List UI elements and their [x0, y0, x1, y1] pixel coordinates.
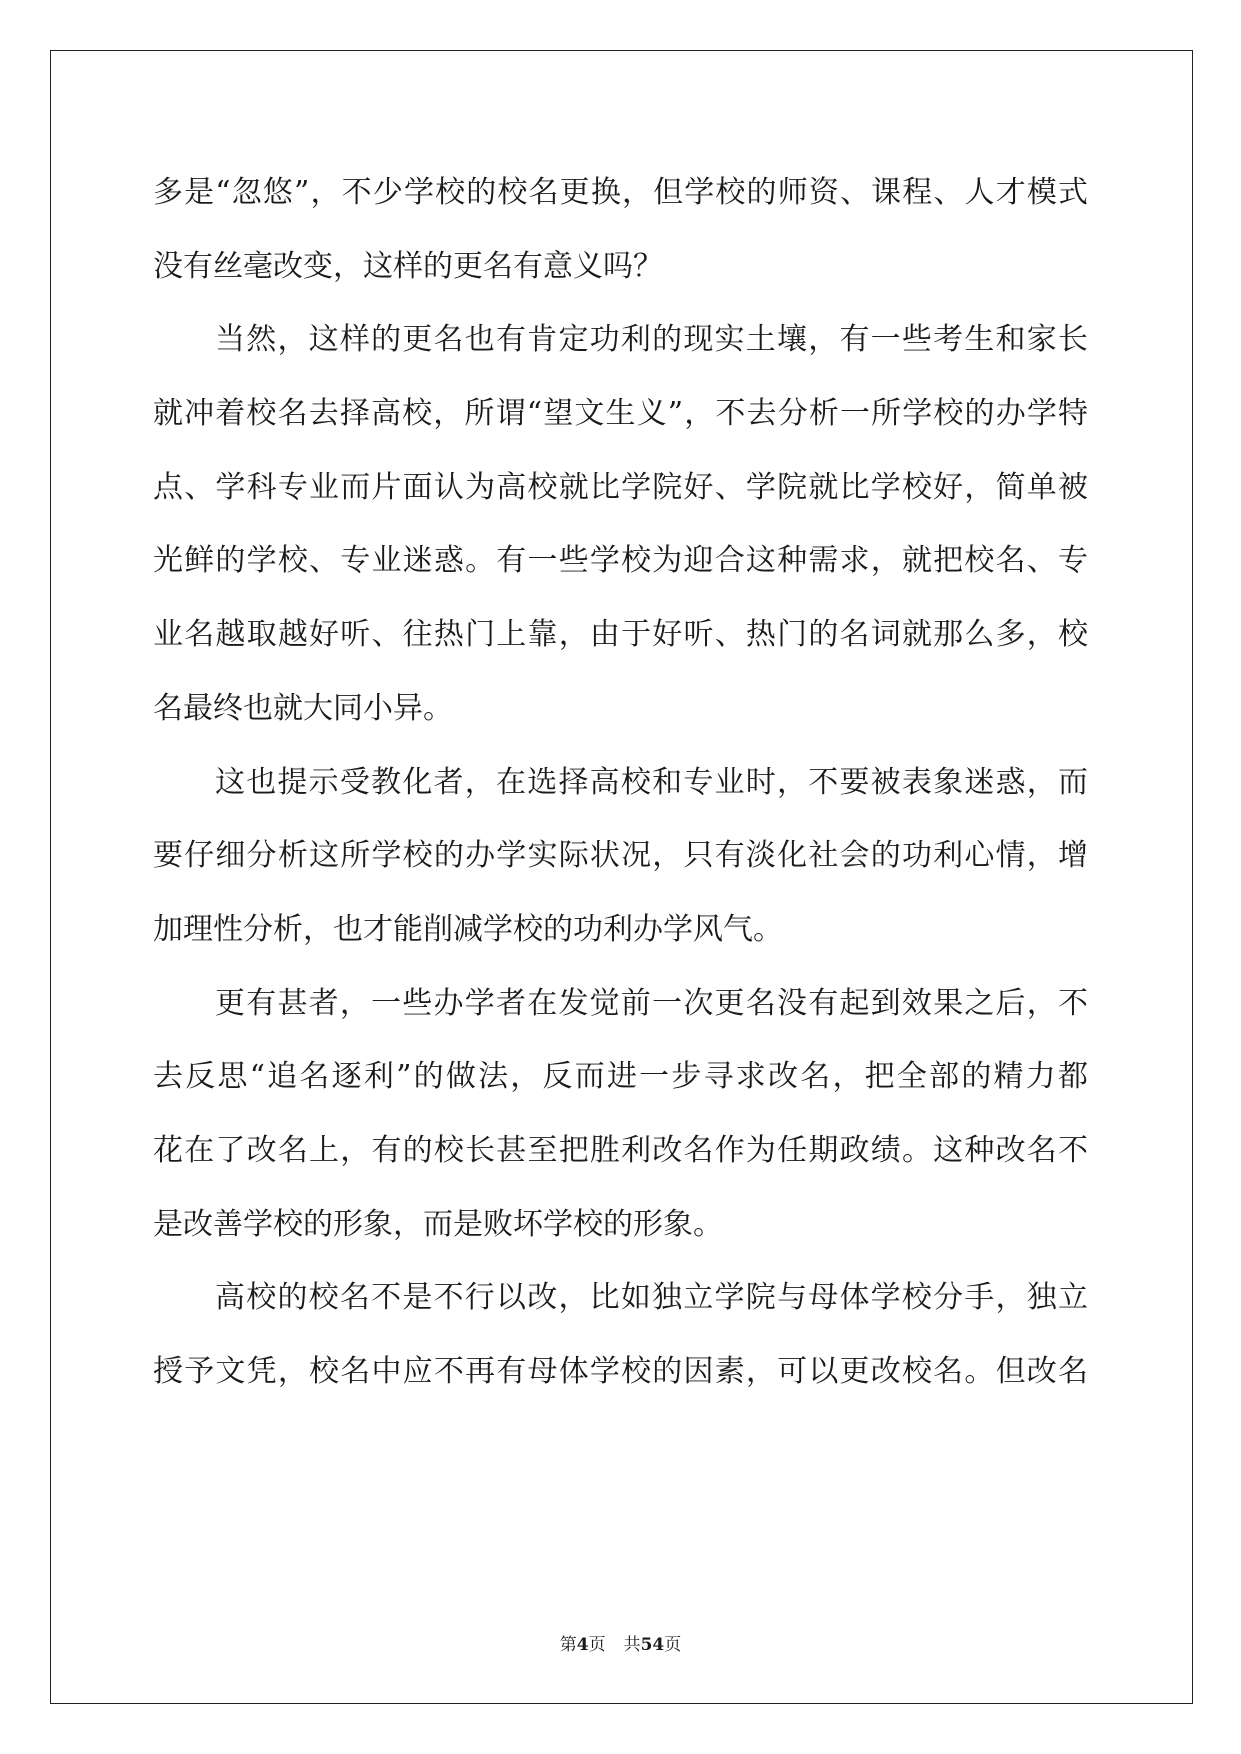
text-line: 这也提示受教化者，在选择高校和专业时，不要被表象迷惑，而 — [215, 764, 1088, 800]
text-line: 没有丝毫改变，这样的更名有意义吗？ — [153, 248, 663, 284]
text-line: 授予文凭，校名中应不再有母体学校的因素，可以更改校名。但改名 — [153, 1354, 1088, 1389]
total-prefix: 共 — [623, 1635, 641, 1655]
text-line: 就冲着校名去择高校，所谓“望文生义”，不去分析一所学校的办学特 — [153, 396, 1088, 432]
text-line: 点、学科专业而片面认为高校就比学院好、学院就比学校好，简单被 — [153, 469, 1088, 505]
text-line: 光鲜的学校、专业迷惑。有一些学校为迎合这种需求，就把校名、专 — [153, 543, 1088, 579]
text-line: 多是“忽悠”，不少学校的校名更换，但学校的师资、课程、人才模式 — [153, 175, 1088, 210]
text-line: 加理性分析，也才能削减学校的功利办学风气。 — [153, 911, 783, 947]
text-line: 是改善学校的形象，而是败坏学校的形象。 — [153, 1206, 723, 1242]
text-line: 业名越取越好听、往热门上靠，由于好听、热门的名词就那么多，校 — [153, 617, 1088, 653]
document-body — [153, 156, 1088, 1409]
text-line: 去反思“追名逐利”的做法，反而进一步寻求改名，把全部的精力都 — [153, 1059, 1088, 1095]
page-number: 4 — [576, 1635, 589, 1655]
text-line: 名最终也就大同小异。 — [153, 690, 453, 726]
page-footer — [0, 1630, 1241, 1655]
text-line: 高校的校名不是不行以改，比如独立学院与母体学校分手，独立 — [215, 1280, 1088, 1316]
total-suffix: 页 — [664, 1635, 682, 1655]
text-line: 更有甚者，一些办学者在发觉前一次更名没有起到效果之后，不 — [215, 985, 1088, 1021]
text-line: 当然，这样的更名也有肯定功利的现实土壤，有一些考生和家长 — [215, 322, 1088, 358]
page-suffix: 页 — [588, 1635, 606, 1655]
total-pages: 54 — [640, 1635, 665, 1655]
page-prefix: 第 — [559, 1635, 577, 1655]
text-line: 花在了改名上，有的校长甚至把胜利改名作为任期政绩。这种改名不 — [153, 1132, 1088, 1168]
text-line: 要仔细分析这所学校的办学实际状况，只有淡化社会的功利心情，增 — [153, 838, 1088, 874]
